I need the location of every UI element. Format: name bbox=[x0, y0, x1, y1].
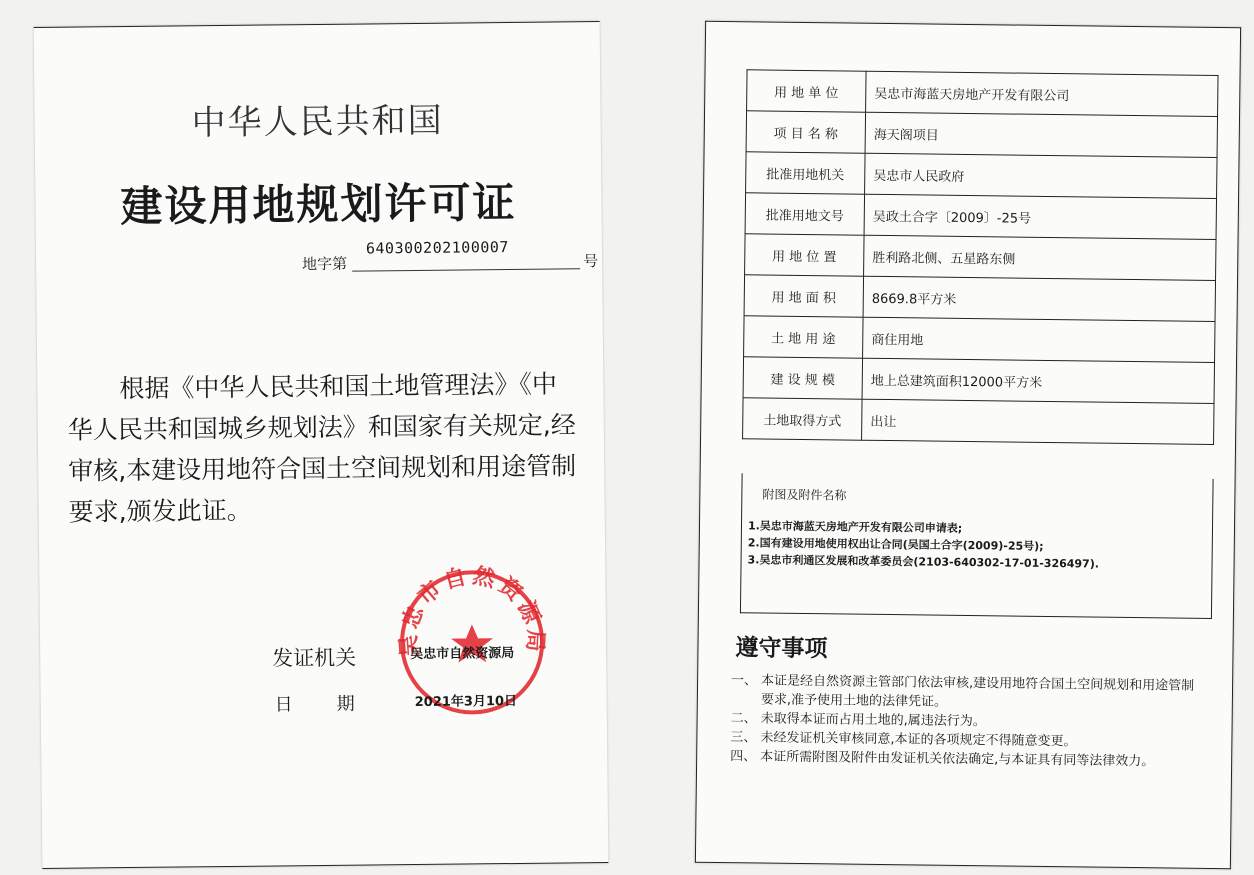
row-label: 建 设 规 模 bbox=[743, 357, 862, 399]
land-info-table bbox=[742, 69, 1218, 445]
row-value: 地上总建筑面积12000平方米 bbox=[862, 358, 1214, 403]
page-border-top bbox=[705, 21, 1241, 29]
row-label: 批准用地机关 bbox=[746, 152, 865, 194]
main-text-indent bbox=[67, 397, 119, 398]
seal-arc-text-path: 吴忠市自然资源局 bbox=[396, 563, 548, 658]
table-row bbox=[744, 316, 1215, 363]
list-item: 1.吴忠市海蓝天房地产开发有限公司申请表; bbox=[747, 519, 963, 535]
row-label: 土地取得方式 bbox=[743, 398, 862, 440]
row-value: 8669.8平方米 bbox=[863, 276, 1215, 321]
note-text: 本证是经自然资源主管部门依法审核,建设用地符合国土空间规划和用途管制要求,准予使用土地的法律凭证。 bbox=[760, 673, 1195, 710]
page-border-bottom bbox=[42, 862, 608, 869]
table-row bbox=[744, 275, 1215, 322]
certificate-title: 建设用地规划许可证 bbox=[120, 177, 517, 232]
row-label: 用 地 面 积 bbox=[744, 275, 863, 317]
table-row bbox=[743, 398, 1214, 445]
table-row bbox=[746, 152, 1217, 199]
attachments-list bbox=[747, 517, 1099, 572]
table-row bbox=[746, 111, 1217, 158]
row-label: 用 地 位 置 bbox=[745, 234, 864, 276]
note-number: 二、 bbox=[730, 711, 757, 727]
row-value: 海天阁项目 bbox=[865, 112, 1217, 157]
note-text: 未取得本证而占用土地的,属违法行为。 bbox=[760, 711, 986, 730]
issuer-label: 发证机关 bbox=[272, 645, 357, 671]
row-label: 项 目 名 称 bbox=[746, 111, 865, 153]
note-number: 一、 bbox=[731, 673, 758, 689]
table-row bbox=[747, 70, 1218, 117]
row-value: 出让 bbox=[862, 399, 1214, 444]
row-label: 土 地 用 途 bbox=[744, 316, 863, 358]
note-number: 三、 bbox=[730, 730, 757, 746]
table-row bbox=[745, 193, 1216, 240]
page-border-right bbox=[1230, 27, 1241, 869]
list-item: 3.吴忠市利通区发展和改革委员会(2103-640302-17-01-326497). bbox=[747, 553, 1100, 571]
row-value: 吴忠市海蓝天房地产开发有限公司 bbox=[866, 71, 1218, 116]
page-border-left bbox=[695, 21, 706, 863]
certificate-number-prefix: 地字第 bbox=[302, 254, 348, 274]
notes-list bbox=[730, 671, 1201, 772]
row-label: 用 地 单 位 bbox=[747, 70, 866, 112]
row-value: 商住用地 bbox=[863, 317, 1215, 362]
attachments-title: 附图及附件名称 bbox=[762, 487, 847, 503]
date-label: 日期 bbox=[274, 693, 399, 716]
row-value: 吴忠市人民政府 bbox=[865, 153, 1217, 198]
main-paragraph bbox=[67, 363, 579, 532]
issuer-name: 吴忠市自然资源局 bbox=[410, 645, 515, 663]
issue-date: 2021年3月10日 bbox=[414, 693, 518, 711]
row-value: 胜利路北侧、五星路东侧 bbox=[864, 235, 1216, 280]
page-border-bottom bbox=[695, 862, 1231, 870]
table-row bbox=[743, 357, 1214, 404]
certificate-number-underline bbox=[352, 268, 580, 271]
note-text: 未经发证机关审核同意,本证的各项规定不得随意变更。 bbox=[760, 730, 1077, 750]
page-border-top bbox=[34, 21, 600, 28]
certificate-front-page bbox=[34, 21, 609, 869]
certificate-number-row bbox=[302, 238, 602, 276]
note-text: 本证所需附图及附件由发证机关依法确定,与本证具有同等法律效力。 bbox=[760, 749, 1155, 770]
attachments-section bbox=[740, 473, 1214, 619]
row-label: 批准用地文号 bbox=[745, 193, 864, 235]
certificate-number: 640300202100007 bbox=[365, 238, 510, 258]
table-row bbox=[745, 234, 1216, 281]
list-item bbox=[731, 671, 1201, 715]
row-value: 吴政土合字〔2009〕-25号 bbox=[864, 194, 1216, 239]
country-title: 中华人民共和国 bbox=[191, 100, 444, 144]
certificate-back-page bbox=[695, 21, 1241, 869]
main-text: 根据《中华人民共和国土地管理法》《中华人民共和国城乡规划法》和国家有关规定,经审核,本建设用地符合国土空间规划和用途管制要求,颁发此证。 bbox=[67, 369, 577, 527]
note-number: 四、 bbox=[730, 749, 757, 765]
list-item: 2.国有建设用地使用权出让合同(吴国土合字(2009)-25号); bbox=[747, 536, 1044, 553]
notes-title: 遵守事项 bbox=[735, 635, 828, 663]
certificate-number-suffix: 号 bbox=[582, 252, 599, 271]
